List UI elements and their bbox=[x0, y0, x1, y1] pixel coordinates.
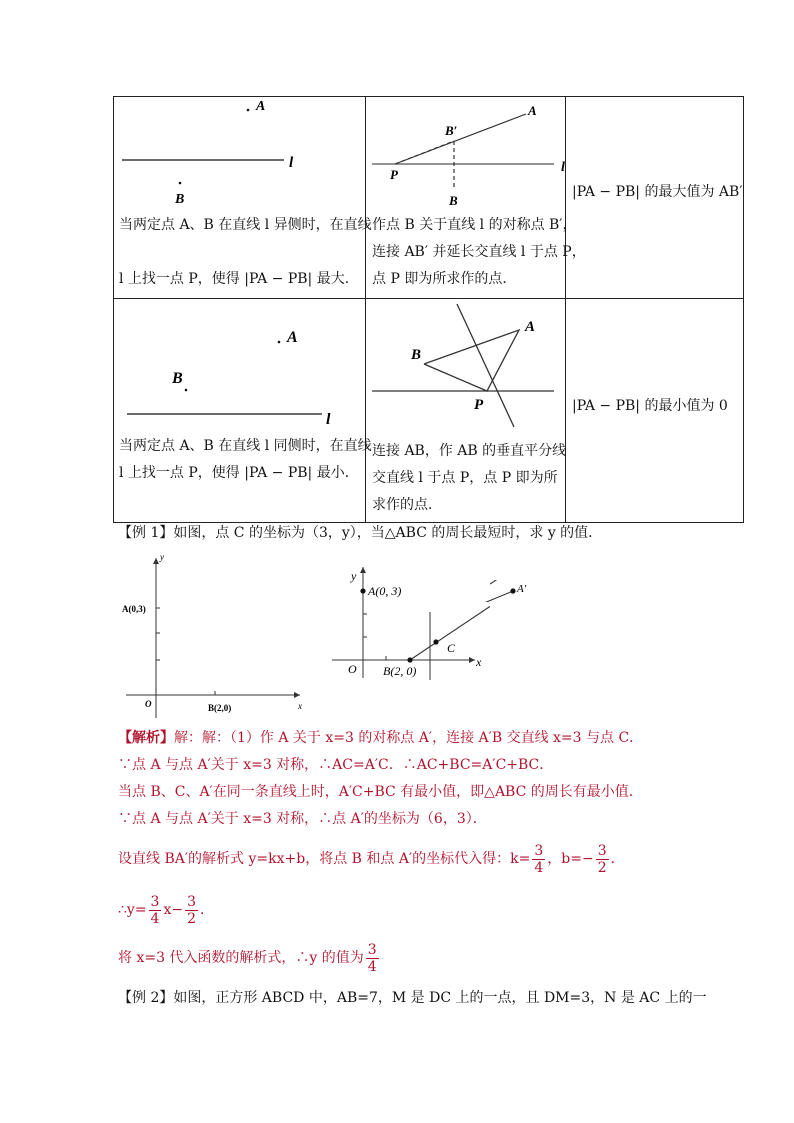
label-l-text: l bbox=[561, 160, 565, 175]
row1-col2-line1: 作点 B 关于直线 l 的对称点 B′， bbox=[372, 217, 577, 233]
row2-col2-line1: 连接 AB，作 AB 的垂直平分线 bbox=[372, 443, 567, 459]
solution-line1-text: 解：解：（1）作 A 关于 x=3 的对称点 A′，连接 A′B 交直线 x=3 与点 C． bbox=[174, 730, 644, 746]
label-y: y bbox=[351, 569, 357, 583]
b-num: 3 bbox=[597, 842, 607, 859]
point-a-dot bbox=[247, 109, 250, 112]
y-axis-arrow bbox=[153, 558, 159, 564]
x-axis-arrow bbox=[469, 657, 475, 663]
segment-ba-prime-tail bbox=[460, 591, 513, 602]
solution-line4: ∵点 A 与点 A′关于 x=3 对称，∴点 A′的坐标为（6，3）． bbox=[118, 811, 487, 827]
b-den: 2 bbox=[597, 859, 607, 876]
label-b-prime: B′ bbox=[445, 123, 458, 138]
label-b: B bbox=[175, 192, 185, 207]
point-a bbox=[360, 588, 365, 593]
point-b-dot bbox=[179, 182, 182, 185]
label-p: P bbox=[390, 167, 398, 182]
fraction-intercept bbox=[185, 894, 198, 927]
fraction-b bbox=[596, 843, 609, 876]
line6-mid: x− bbox=[163, 902, 184, 918]
line5-end: ． bbox=[610, 851, 625, 867]
solution-line1 bbox=[118, 728, 643, 748]
line5-mid: ，b=− bbox=[547, 851, 594, 867]
example1-graph-2-ext2 bbox=[460, 562, 520, 602]
line6-prefix: ∴y= bbox=[118, 902, 147, 918]
example1-graph-1 bbox=[118, 550, 308, 720]
row1-col1-line2: l 上找一点 P，使得 |PA − PB| 最大． bbox=[119, 271, 359, 287]
row2-col1-line2: l 上找一点 P，使得 |PA − PB| 最小． bbox=[119, 465, 359, 481]
line5-prefix: 设直线 BA′的解析式 y=kx+b，将点 B 和点 A′的坐标代入得：k= bbox=[118, 851, 531, 867]
slope-num: 3 bbox=[150, 893, 160, 910]
intercept-den: 2 bbox=[187, 910, 197, 927]
label-origin: O bbox=[348, 662, 357, 676]
point-b bbox=[407, 657, 412, 662]
label-y: y bbox=[160, 552, 164, 562]
label-origin: O bbox=[145, 699, 152, 709]
line6-end: ． bbox=[200, 902, 215, 918]
line7-prefix: 将 x=3 代入函数的解析式，∴y 的值为 bbox=[118, 950, 364, 966]
solution-line7 bbox=[118, 941, 381, 975]
point-a-dot bbox=[278, 341, 281, 344]
label-l: l bbox=[326, 411, 331, 428]
k-den: 4 bbox=[534, 859, 544, 876]
row2-col1-line1: 当两定点 A、B 在直线 l 同侧时，在直线 bbox=[119, 438, 372, 454]
answer-num: 3 bbox=[367, 941, 377, 958]
row2-figure-perpendicular-bisector bbox=[366, 299, 566, 429]
label-a: A bbox=[525, 319, 536, 335]
label-b: B bbox=[449, 193, 458, 208]
label-a: A bbox=[256, 99, 266, 114]
row1-figure-reflection bbox=[366, 97, 566, 212]
solution-line5 bbox=[118, 842, 625, 876]
label-l: l bbox=[289, 155, 294, 171]
fraction-slope bbox=[149, 894, 162, 927]
label-p: P bbox=[474, 397, 484, 413]
perpendicular-bisector bbox=[457, 304, 514, 427]
triangle-apb bbox=[424, 330, 519, 391]
point-a-prime-dot bbox=[510, 588, 515, 593]
row1-col1-line1: 当两定点 A、B 在直线 l 异侧时，在直线 bbox=[119, 217, 372, 233]
label-b: B bbox=[172, 370, 183, 387]
label-point-a: A(0,3) bbox=[122, 604, 146, 614]
label-a: A bbox=[528, 103, 537, 118]
label-x: x bbox=[298, 701, 302, 711]
label-a-prime: A′ bbox=[517, 583, 527, 595]
fraction-k bbox=[532, 843, 545, 876]
label-point-b: B(2, 0) bbox=[383, 664, 417, 678]
label-point-c: C bbox=[447, 641, 456, 655]
x-axis-arrow bbox=[294, 692, 300, 698]
example1-title: 【例 1】如图，点 C 的坐标为（3，y），当△ABC 的周长最短时，求 y 的值． bbox=[118, 525, 603, 541]
row1-col3-result: |PA − PB| 的最大值为 AB′ bbox=[572, 184, 743, 200]
label-x: x bbox=[476, 655, 482, 669]
example2-title: 【例 2】如图，正方形 ABCD 中，AB=7，M 是 DC 上的一点，且 DM=3，N 是 AC 上的一 bbox=[118, 990, 707, 1006]
row1-col2-line3: 点 P 即为所求作的点． bbox=[372, 271, 517, 287]
point-b-dot bbox=[185, 389, 188, 392]
label-b: B bbox=[411, 347, 422, 363]
label-a: A bbox=[287, 329, 298, 346]
row1-col2-line2: 连接 AB′ 并延长交直线 l 于点 P， bbox=[372, 244, 586, 260]
row2-figure-same-side bbox=[114, 299, 364, 434]
row2-col2-line2: 交直线 l 于点 P，点 P 即为所 bbox=[372, 470, 558, 486]
point-c bbox=[433, 639, 438, 644]
solution-line2: ∵点 A 与点 A′关于 x=3 对称，∴AC=A′C．∴AC+BC=A′C+BC． bbox=[118, 757, 554, 773]
solution-tag: 【解析】 bbox=[118, 730, 174, 746]
row2-col2-line3: 求作的点． bbox=[372, 497, 442, 513]
label-point-a: A(0, 3) bbox=[368, 584, 402, 598]
label-point-b: B(2,0) bbox=[208, 703, 232, 713]
row2-col3-result: |PA − PB| 的最小值为 0 bbox=[572, 398, 728, 414]
solution-line6 bbox=[118, 893, 214, 927]
answer-den: 4 bbox=[367, 958, 377, 975]
fraction-answer bbox=[366, 942, 379, 975]
slope-den: 4 bbox=[150, 910, 160, 927]
solution-line3: 当点 B、C、A′在同一条直线上时，A′C+BC 有最小值，即△ABC 的周长有最小值． bbox=[118, 784, 643, 800]
k-num: 3 bbox=[534, 842, 544, 859]
y-axis-arrow bbox=[360, 567, 366, 573]
intercept-num: 3 bbox=[187, 893, 197, 910]
row1-figure-opposite-sides bbox=[114, 97, 364, 212]
